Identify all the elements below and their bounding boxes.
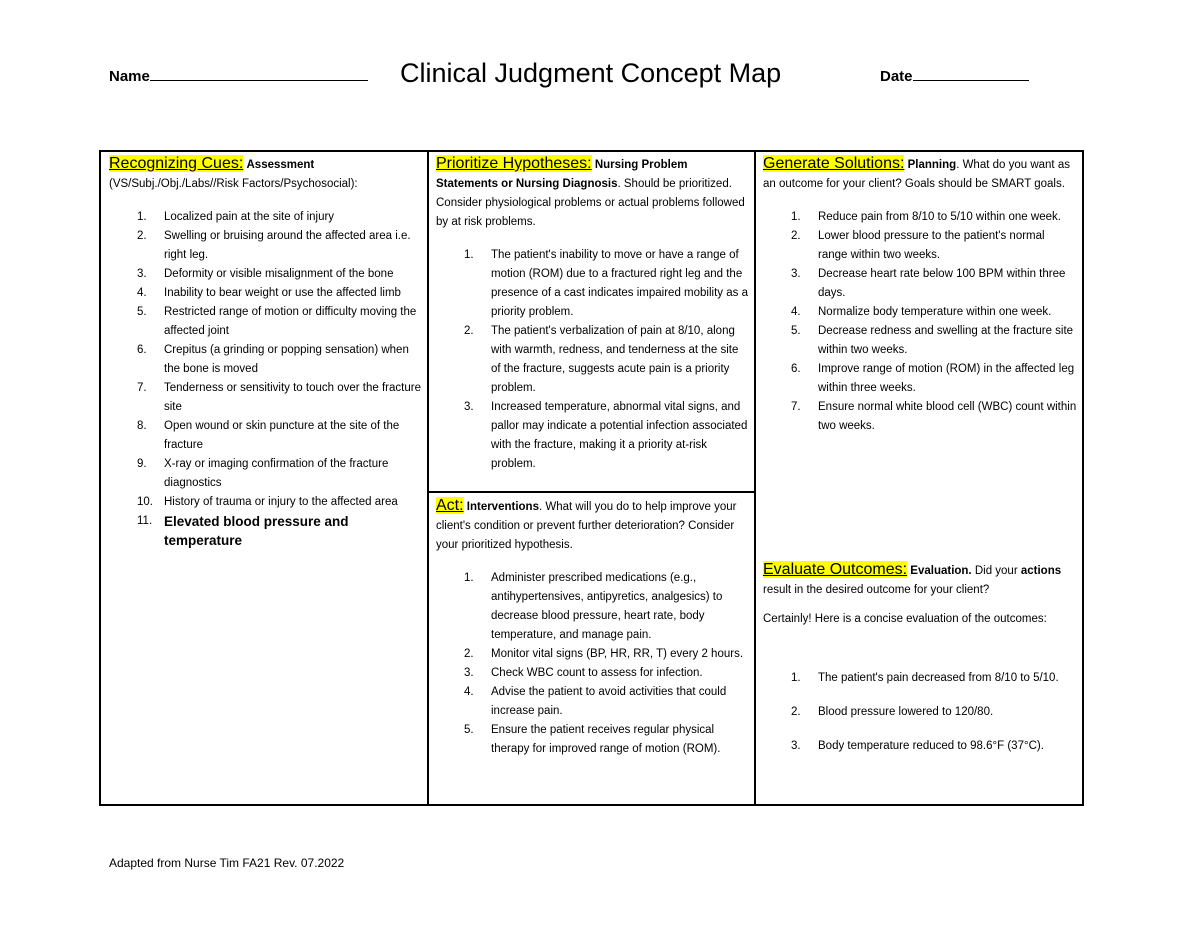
generate-solutions-sub: Planning	[907, 159, 957, 171]
recognizing-cues-section	[109, 154, 425, 550]
list-item: 6. Crepitus (a grinding or popping sensation) when the bone is moved	[137, 344, 409, 375]
list-item: 2. Lower blood pressure to the patient's normal range within two weeks.	[791, 230, 1045, 261]
list-item: 7. Tenderness or sensitivity to touch over the fracture site	[137, 382, 421, 413]
list-item: 2. Swelling or bruising around the affected area i.e. right leg.	[137, 230, 411, 261]
recognizing-cues-sub: Assessment	[246, 159, 315, 171]
date-label: Date	[880, 68, 913, 85]
act-sub: Interventions	[466, 501, 539, 513]
prioritize-hypotheses-desc: . Should be prioritized. Consider physiological problems or actual problems followed by at risk problems.	[436, 178, 745, 228]
list-item: 1. The patient's pain decreased from 8/10 to 5/10.	[791, 672, 1059, 684]
list-item: 4. Inability to bear weight or use the affected limb	[137, 287, 401, 299]
name-blank-line	[150, 66, 368, 81]
list-item: 3. Check WBC count to assess for infection.	[464, 667, 703, 679]
list-item: 5. Ensure the patient receives regular physical therapy for improved range of motion (ROM).	[464, 724, 721, 755]
prioritize-hypotheses-list	[436, 246, 750, 474]
list-item: 6. Improve range of motion (ROM) in the affected leg within three weeks.	[791, 363, 1075, 394]
generate-solutions-section	[763, 154, 1077, 436]
name-label: Name	[109, 68, 150, 85]
list-item: 10. History of trauma or injury to the affected area	[137, 496, 398, 508]
evaluate-outcomes-list	[763, 669, 1077, 756]
recognizing-cues-heading: Recognizing Cues:	[109, 155, 244, 172]
prioritize-hypotheses-heading: Prioritize Hypotheses:	[436, 155, 592, 172]
act-heading: Act:	[436, 497, 464, 514]
prioritize-hypotheses-section	[436, 154, 750, 474]
prioritize-hypotheses-sub: Nursing Problem Statements or Nursing Diagnosis	[436, 159, 688, 190]
list-item: 9. X-ray or imaging confirmation of the fracture diagnostics	[137, 458, 389, 489]
list-item: 7. Ensure normal white blood cell (WBC) count within two weeks.	[791, 401, 1077, 432]
list-item: 4. Normalize body temperature within one week.	[791, 306, 1052, 318]
list-item: 2. The patient's verbalization of pain at 8/10, along with warmth, redness, and tenderness at the site of the fracture, suggests acute pain is a priority problem.	[464, 325, 739, 394]
act-section	[436, 496, 750, 759]
list-item: 1. The patient's inability to move or have a range of motion (ROM) due to a fractured right leg and the presence of a cast indicates impaired mobility as a priority problem.	[464, 249, 748, 318]
list-item: 1. Administer prescribed medications (e.g., antihypertensives, antipyretics, analgesics) to decrease blood pressure, heart rate, body temperature, and manage pain.	[464, 572, 723, 641]
generate-solutions-list	[763, 208, 1077, 436]
generate-solutions-heading: Generate Solutions:	[763, 155, 905, 172]
list-item: 8. Open wound or skin puncture at the site of the fracture	[137, 420, 400, 451]
evaluate-desc-1: Did your	[971, 565, 1021, 577]
generate-solutions-desc: . What do you want as an outcome for your client? Goals should be SMART goals.	[763, 159, 1070, 190]
act-desc: . What will you do to help improve your client's condition or prevent further deterioration? Consider your prioritized hypothesis.	[436, 501, 737, 551]
evaluate-outcomes-section	[763, 560, 1077, 756]
date-blank-line	[913, 66, 1029, 81]
list-item: 5. Decrease redness and swelling at the fracture site within two weeks.	[791, 325, 1074, 356]
list-item: 3. Body temperature reduced to 98.6°F (37°C).	[791, 740, 1044, 752]
recognizing-cues-list	[109, 208, 425, 550]
evaluate-outcomes-sub: Evaluation.	[910, 565, 972, 577]
page-title: Clinical Judgment Concept Map	[400, 58, 782, 88]
list-item: 1. Localized pain at the site of injury	[137, 211, 335, 223]
list-item: 4. Advise the patient to avoid activities that could increase pain.	[464, 686, 727, 717]
list-item: 5. Restricted range of motion or difficulty moving the affected joint	[137, 306, 417, 337]
list-item: 3. Decrease heart rate below 100 BPM within three days.	[791, 268, 1066, 299]
evaluate-outcomes-heading: Evaluate Outcomes:	[763, 561, 908, 578]
name-field	[109, 66, 368, 85]
evaluate-intro: Certainly! Here is a concise evaluation of the outcomes:	[763, 613, 1047, 625]
list-item: 11. Elevated blood pressure and temperature	[137, 514, 349, 548]
evaluate-desc-bold: actions	[1020, 565, 1062, 577]
recognizing-cues-desc: (VS/Subj./Obj./Labs//Risk Factors/Psychosocial):	[109, 178, 358, 190]
list-item: 3. Increased temperature, abnormal vital signs, and pallor may indicate a potential infection associated with the fracture, making it a priority at-risk problem.	[464, 401, 748, 470]
list-item: 2. Blood pressure lowered to 120/80.	[791, 706, 994, 718]
list-item: 3. Deformity or visible misalignment of the bone	[137, 268, 394, 280]
footer-note: Adapted from Nurse Tim FA21 Rev. 07.2022	[109, 856, 345, 870]
act-list	[436, 569, 750, 759]
evaluate-desc-2: result in the desired outcome for your client?	[763, 584, 990, 596]
list-item: 1. Reduce pain from 8/10 to 5/10 within one week.	[791, 211, 1061, 223]
list-item: 2. Monitor vital signs (BP, HR, RR, T) every 2 hours.	[464, 648, 744, 660]
date-field	[880, 66, 1029, 85]
